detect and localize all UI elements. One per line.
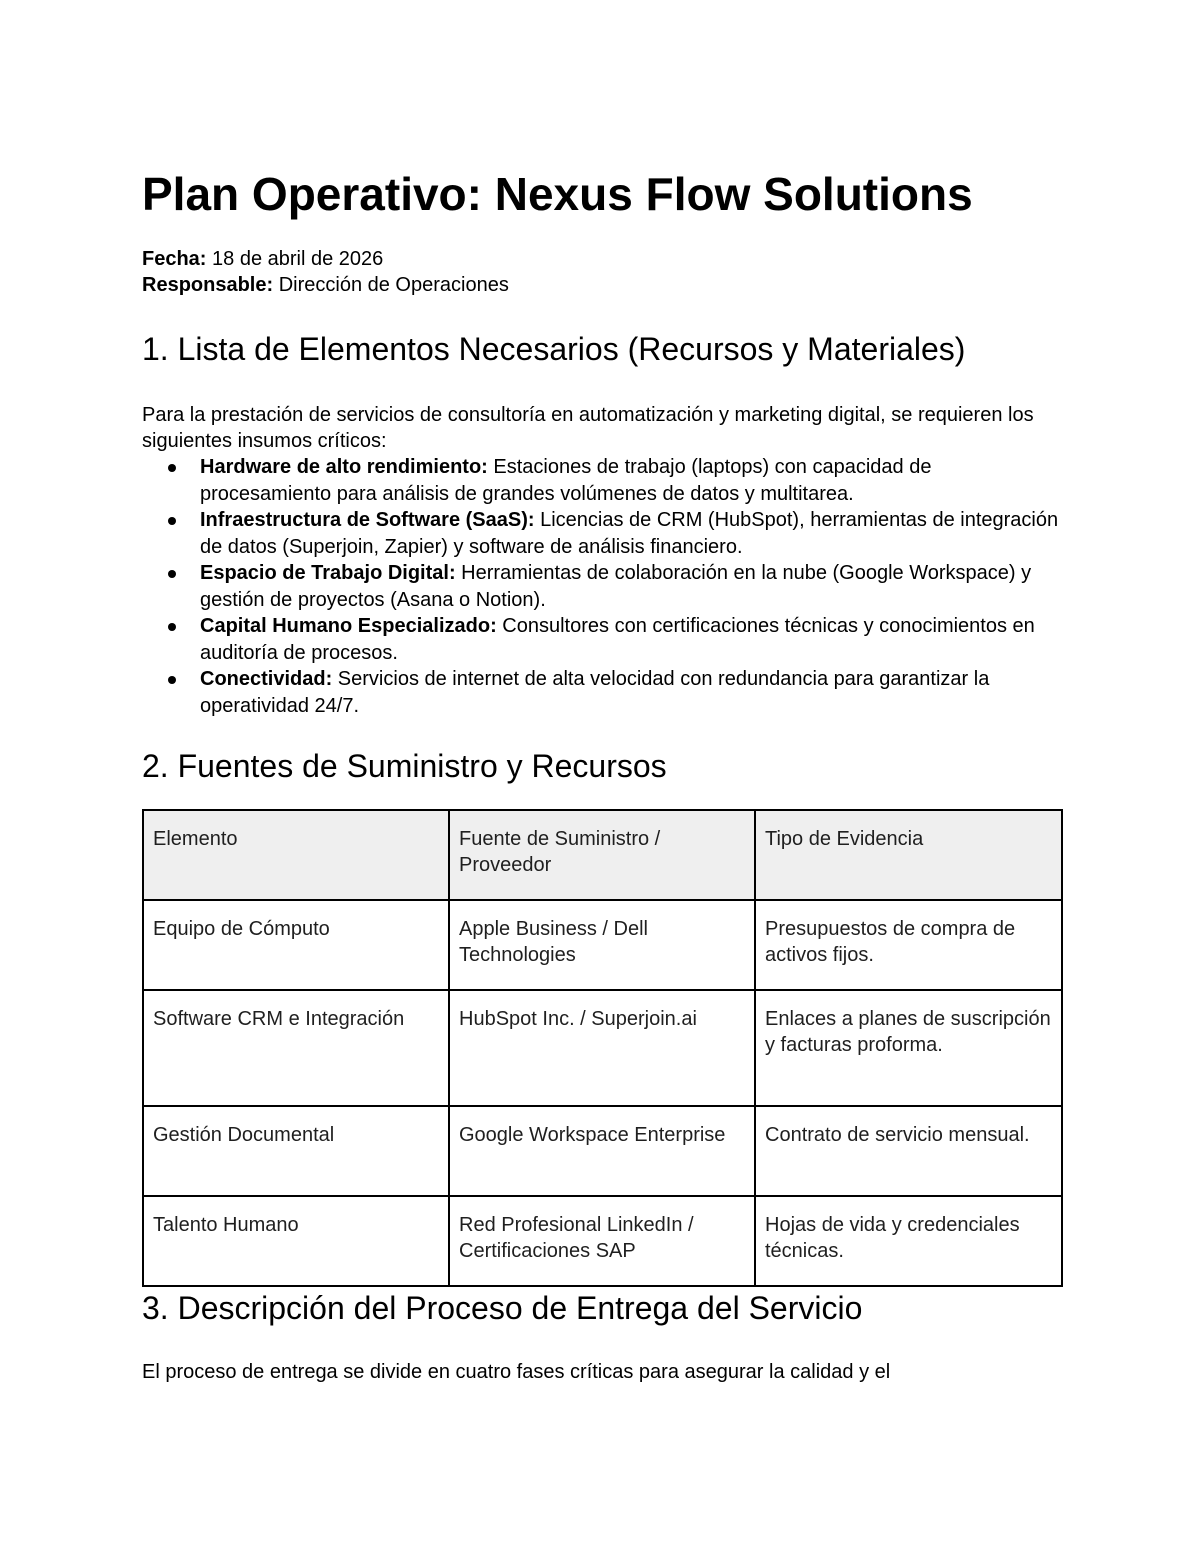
- meta-owner: [142, 272, 1060, 298]
- table-row: [143, 900, 1062, 990]
- table-cell: Software CRM e Integración: [143, 990, 449, 1106]
- list-item-label: Espacio de Trabajo Digital:: [200, 562, 456, 584]
- list-item-text: Servicios de internet de alta velocidad con redundancia para garantizar la operatividad 24/7.: [200, 668, 990, 717]
- list-item: [142, 507, 1060, 560]
- table-header-cell: Fuente de Suministro / Proveedor: [449, 810, 755, 900]
- bullet-icon: [168, 464, 176, 472]
- table-cell: Google Workspace Enterprise: [449, 1106, 755, 1196]
- list-item-label: Hardware de alto rendimiento:: [200, 456, 488, 478]
- meta-owner-value: Dirección de Operaciones: [273, 274, 509, 296]
- table-cell: Contrato de servicio mensual.: [755, 1106, 1062, 1196]
- list-item: [142, 454, 1060, 507]
- list-item: [142, 666, 1060, 719]
- table-header-cell: Elemento: [143, 810, 449, 900]
- meta-date-label: Fecha:: [142, 248, 207, 270]
- list-item-text: Licencias de CRM (HubSpot), herramientas de integración de datos (Superjoin, Zapier) y software de análisis financiero.: [200, 509, 1059, 558]
- list-item-text: Consultores con certificaciones técnicas y conocimientos en auditoría de procesos.: [200, 615, 1035, 664]
- bullet-icon: [168, 570, 176, 578]
- meta-date-value: 18 de abril de 2026: [206, 248, 384, 270]
- meta-date: [142, 246, 1060, 272]
- table-cell: Hojas de vida y credenciales técnicas.: [755, 1196, 1062, 1286]
- list-item-label: Capital Humano Especializado:: [200, 615, 497, 637]
- list-item-text: Estaciones de trabajo (laptops) con capacidad de procesamiento para análisis de grandes volúmenes de datos y multitarea.: [200, 456, 932, 505]
- bullet-icon: [168, 517, 176, 525]
- table-cell: Gestión Documental: [143, 1106, 449, 1196]
- list-item-label: Conectividad:: [200, 668, 333, 690]
- resource-list: [142, 454, 1060, 719]
- table-header-row: [143, 810, 1062, 900]
- bullet-icon: [168, 623, 176, 631]
- section-2-heading: 2. Fuentes de Suministro y Recursos: [142, 748, 667, 784]
- table-header-cell: Tipo de Evidencia: [755, 810, 1062, 900]
- table-row: [143, 1106, 1062, 1196]
- table-row: [143, 1196, 1062, 1286]
- document-page: [142, 166, 1060, 1385]
- section-3-intro: El proceso de entrega se divide en cuatro fases críticas para asegurar la calidad y el: [142, 1361, 891, 1383]
- table-cell: Red Profesional LinkedIn / Certificaciones SAP: [449, 1196, 755, 1286]
- bullet-icon: [168, 676, 176, 684]
- list-item-label: Infraestructura de Software (SaaS):: [200, 509, 535, 531]
- document-meta: [142, 246, 1060, 298]
- list-item: [142, 560, 1060, 613]
- table-row: [143, 990, 1062, 1106]
- table-cell: Presupuestos de compra de activos fijos.: [755, 900, 1062, 990]
- table-cell: HubSpot Inc. / Superjoin.ai: [449, 990, 755, 1106]
- table-cell: Apple Business / Dell Technologies: [449, 900, 755, 990]
- document-title: Plan Operativo: Nexus Flow Solutions: [142, 168, 973, 220]
- list-item-text: Herramientas de colaboración en la nube (Google Workspace) y gestión de proyectos (Asana o Notion).: [200, 562, 1032, 611]
- list-item: [142, 613, 1060, 666]
- supply-table: [142, 809, 1063, 1287]
- table-cell: Talento Humano: [143, 1196, 449, 1286]
- section-1-heading: 1. Lista de Elementos Necesarios (Recursos y Materiales): [142, 331, 966, 367]
- meta-owner-label: Responsable:: [142, 274, 274, 296]
- section-3-heading: 3. Descripción del Proceso de Entrega del Servicio: [142, 1290, 863, 1326]
- table-cell: Equipo de Cómputo: [143, 900, 449, 990]
- table-cell: Enlaces a planes de suscripción y facturas proforma.: [755, 990, 1062, 1106]
- section-1-intro: Para la prestación de servicios de consultoría en automatización y marketing digital, se requieren los siguientes insumos críticos:: [142, 404, 1034, 452]
